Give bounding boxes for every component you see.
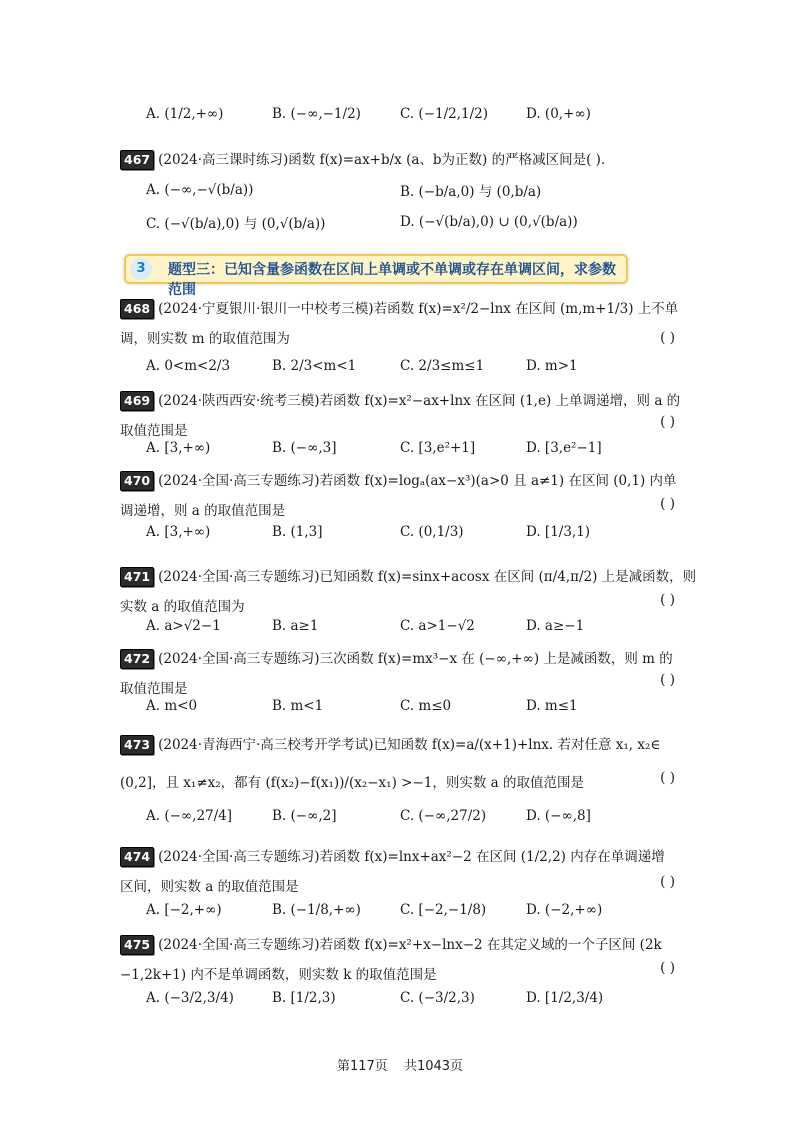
question-text-line1: (2024·全国·高三专题练习)若函数 f(x)=x²+x−lnx−2 在其定义域的一个子区间 (2k [158,937,662,953]
answer-paren: ( ) [660,592,675,608]
option-a: A. (−∞,−√(b/a)) [146,182,254,198]
option-c: C. m≤0 [400,698,452,714]
options-row-prev [146,100,740,128]
option-c: C. 2/3≤m≤1 [400,358,485,374]
answer-paren: ( ) [660,770,675,786]
question-text-line2: 实数 a 的取值范围为 [120,599,245,615]
question-number: 470 [120,471,154,491]
section-title: 题型三：已知含量参函数在区间上单调或不单调或存在单调区间，求参数范围 [168,262,616,298]
answer-paren: ( ) [660,960,675,976]
options-row-474 [146,896,740,924]
answer-paren: ( ) [660,496,675,512]
question-text-line2: 取值范围是 [120,681,188,697]
page-number: 第117页 [336,1059,388,1074]
option-a: A. 0<m<2/3 [146,358,231,374]
answer-paren: ( ) [660,874,675,890]
option-b: B. (−∞,3] [272,440,337,456]
option-c: C. a>1−√2 [400,618,475,634]
option-a: A. a>√2−1 [146,618,221,634]
option-a: A. (1/2,+∞) [146,106,224,122]
answer-paren: ( ) [660,672,675,688]
question-number: 472 [120,649,154,669]
option-d: D. [1/2,3/4) [526,990,604,1006]
question-text-line1: (2024·全国·高三专题练习)若函数 f(x)=lnx+ax²−2 在区间 (1/2,2) 内存在单调递增 [158,849,665,865]
options-row-468 [146,352,740,380]
option-c: C. (−3/2,3) [400,990,475,1006]
question-text-line2: 区间，则实数 a 的取值范围是 [120,879,299,895]
option-b: B. (−1/8,+∞) [272,902,361,918]
options-row-467-2 [146,208,740,236]
question-text-line2: (0,2]，且 x₁≠x₂，都有 (f(x₂)−f(x₁))/(x₂−x₁) >−1，则实数 a 的取值范围是 [120,775,584,791]
option-c: C. [3,e²+1] [400,440,476,456]
option-a: A. (−∞,27/4] [146,808,233,824]
option-a: A. (−3/2,3/4) [146,990,234,1006]
option-d: D. (−∞,8] [526,808,591,824]
question-number: 471 [120,567,154,587]
question-number: 474 [120,847,154,867]
option-b: B. a≥1 [272,618,319,634]
question-470 [120,466,700,526]
question-text: (2024·高三课时练习)函数 f(x)=ax+b/x (a、b为正数) 的严格减区间是( ). [158,152,606,168]
question-text-line2: 调，则实数 m 的取值范围为 [120,331,290,347]
option-a: A. m<0 [146,698,198,714]
options-row-469 [146,434,740,462]
option-b: B. m<1 [272,698,324,714]
option-d: D. [3,e²−1] [526,440,602,456]
question-468 [120,294,700,354]
question-text-line1: (2024·全国·高三专题练习)若函数 f(x)=logₐ(ax−x³)(a>0 且 a≠1) 在区间 (0,1) 内单 [158,473,677,489]
question-number: 469 [120,391,154,411]
option-d: D. a≥−1 [526,618,585,634]
option-b: B. (1,3] [272,524,323,540]
options-row-473 [146,802,740,830]
question-text-line1: (2024·宁夏银川·银川一中校考三模)若函数 f(x)=x²/2−lnx 在区间 (m,m+1/3) 上不单 [158,301,679,317]
question-text-line2: 取值范围是 [120,423,188,439]
option-d: D. m>1 [526,358,578,374]
option-d: D. (0,+∞) [526,106,591,122]
question-text-line1: (2024·陕西西安·统考三模)若函数 f(x)=x²−ax+lnx 在区间 (1,e) 上单调递增，则 a 的 [158,393,681,409]
option-d: D. m≤1 [526,698,578,714]
option-c: C. [−2,−1/8) [400,902,487,918]
question-number: 467 [120,150,154,170]
options-row-470 [146,518,740,546]
option-d: D. (−√(b/a),0) ∪ (0,√(b/a)) [400,214,578,230]
option-b: B. (−∞,2] [272,808,337,824]
section-number: 3 [130,258,152,280]
option-c: C. (0,1/3) [400,524,464,540]
option-c: C. (−∞,27/2) [400,808,487,824]
page-total: 共1043页 [403,1059,464,1074]
question-text-line1: (2024·青海西宁·高三校考开学考试)已知函数 f(x)=a/(x+1)+lnx. 若对任意 x₁, x₂∈ [158,737,661,753]
question-text-line2: −1,2k+1) 内不是单调函数，则实数 k 的取值范围是 [120,967,437,983]
option-a: A. [3,+∞) [146,440,211,456]
question-text-line2: 调递增，则 a 的取值范围是 [120,503,286,519]
question-number: 473 [120,735,154,755]
answer-paren: ( ) [660,330,675,346]
question-number: 468 [120,299,154,319]
options-row-471 [146,612,740,640]
section-banner [124,254,628,298]
option-a: A. [−2,+∞) [146,902,222,918]
options-row-467-1 [146,176,740,204]
page-footer [0,1055,800,1074]
question-text-line1: (2024·全国·高三专题练习)三次函数 f(x)=mx³−x 在 (−∞,+∞) 上是减函数，则 m 的 [158,651,673,667]
option-d: D. (−2,+∞) [526,902,603,918]
option-c: C. (−√(b/a),0) 与 (0,√(b/a)) [146,216,326,232]
question-text-line1: (2024·全国·高三专题练习)已知函数 f(x)=sinx+acosx 在区间 (π/4,π/2) 上是减函数，则 [158,569,697,585]
option-b: B. [1/2,3) [272,990,336,1006]
question-474 [120,842,700,902]
question-473 [120,730,700,798]
option-d: D. [1/3,1) [526,524,591,540]
option-b: B. (−∞,−1/2) [272,106,361,122]
options-row-475 [146,984,740,1012]
option-a: A. [3,+∞) [146,524,211,540]
option-b: B. (−b/a,0) 与 (0,b/a) [400,184,542,200]
answer-paren: ( ) [660,414,675,430]
question-number: 475 [120,935,154,955]
question-467 [120,145,700,175]
question-475 [120,930,700,990]
options-row-472 [146,692,740,720]
option-b: B. 2/3<m<1 [272,358,357,374]
option-c: C. (−1/2,1/2) [400,106,489,122]
